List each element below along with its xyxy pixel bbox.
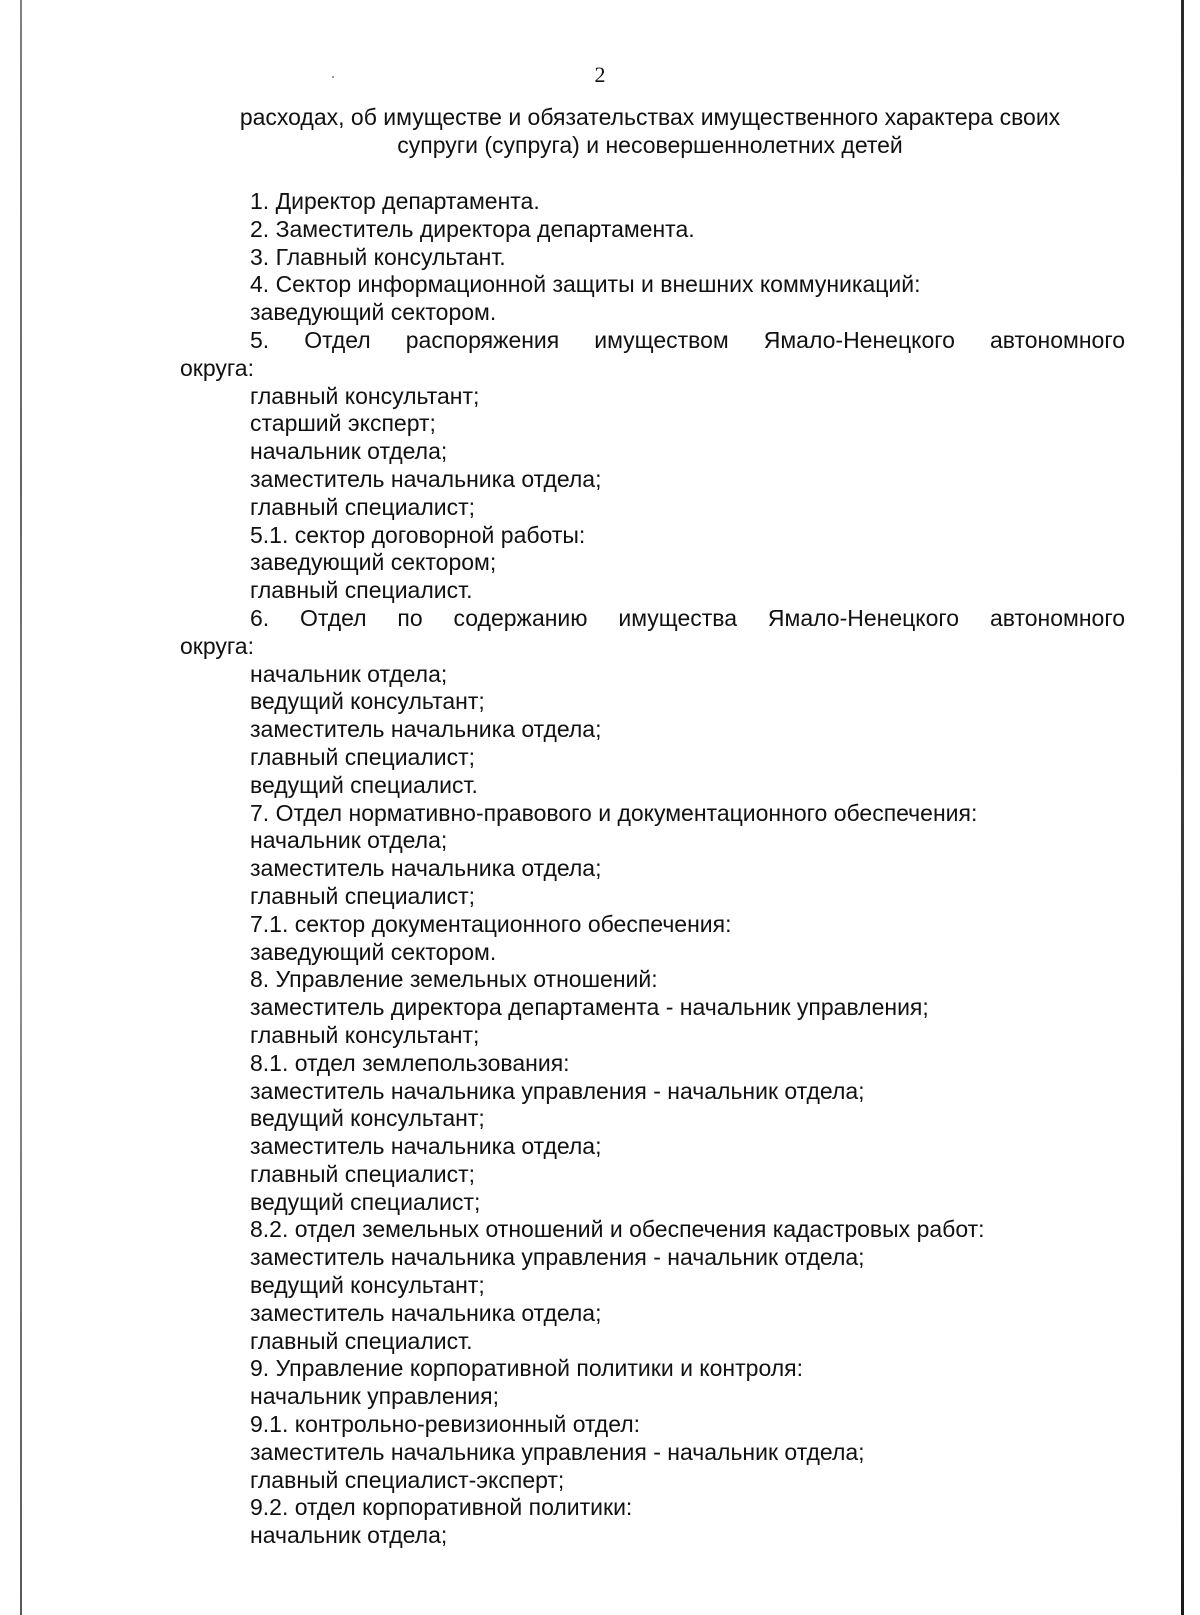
scan-edge-left [20,0,22,1615]
list-line: заместитель начальника отдела; [250,855,602,882]
list-line: заместитель начальника управления - начальник отдела; [250,1077,865,1104]
list-line: 9.1. контрольно-ревизионный отдел: [250,1411,641,1438]
page-number: 2 [594,62,606,87]
list-line: заведующий сектором. [250,299,497,326]
list-line: главный специалист; [250,743,476,770]
list-line: ведущий консультант; [250,688,485,715]
list-line: округа: [180,354,254,381]
list-line: 9. Управление корпоративной политики и контроля: [250,1355,803,1382]
list-line: 6. Отдел по содержанию имущества Ямало-Ненецкого автономного [250,604,1125,631]
list-line: старший эксперт; [250,410,436,437]
list-line: начальник отдела; [250,1522,448,1549]
list-line: 7.1. сектор документационного обеспечения: [250,910,732,937]
heading-line-2: супруги (супруга) и несовершеннолетних детей [397,132,903,158]
list-line: главный консультант; [250,382,480,409]
list-line: 9.2. отдел корпоративной политики: [250,1494,633,1521]
list-line: 7. Отдел нормативно-правового и документационного обеспечения: [250,799,978,826]
list-line: заместитель начальника отдела; [250,1133,602,1160]
list-line: главный консультант; [250,1021,480,1048]
scan-edge-right [1181,0,1184,1615]
list-line: 3. Главный консультант. [250,243,506,270]
list-line: ведущий специалист. [250,771,478,798]
list-line: заместитель начальника управления - начальник отдела; [250,1438,865,1465]
list-line: 5.1. сектор договорной работы: [250,521,586,548]
list-line: заместитель начальника отдела; [250,716,602,743]
list-line: начальник отдела; [250,438,448,465]
heading [180,103,1120,159]
list-line: начальник отдела; [250,660,448,687]
list-line: начальник отдела; [250,827,448,854]
list-line: главный специалист; [250,882,476,909]
list-line: заместитель начальника отдела; [250,465,602,492]
list-line: 1. Директор департамента. [250,188,540,214]
list-line: главный специалист; [250,1160,476,1187]
list-line: заведующий сектором. [250,938,497,965]
list-line: 8. Управление земельных отношений: [250,966,658,993]
list-line: ведущий специалист; [250,1188,481,1215]
list-line: округа: [180,632,254,659]
list-line: главный специалист. [250,1327,473,1354]
list-line: заместитель директора департамента - начальник управления; [250,994,929,1021]
list-line: заместитель начальника управления - начальник отдела; [250,1244,865,1271]
list-line: заведующий сектором; [250,549,497,576]
list-line: начальник управления; [250,1383,500,1410]
list-line: главный специалист; [250,493,476,520]
list-line: 4. Сектор информационной защиты и внешних коммуникаций: [250,271,921,298]
list-line: 5. Отдел распоряжения имуществом Ямало-Ненецкого автономного [250,326,1125,353]
list-line: 8.1. отдел землепользования: [250,1049,570,1076]
list-line: ведущий консультант; [250,1105,485,1132]
list-line: 2. Заместитель директора департамента. [250,215,695,242]
position-list [180,188,1125,1550]
list-line: 8.2. отдел земельных отношений и обеспечения кадастровых работ: [250,1216,985,1243]
list-line: главный специалист-эксперт; [250,1466,565,1493]
list-line: ведущий консультант; [250,1272,485,1299]
list-line: главный специалист. [250,577,473,604]
list-line: заместитель начальника отдела; [250,1299,602,1326]
heading-line-1: расходах, об имуществе и обязательствах имущественного характера своих [239,104,1061,130]
